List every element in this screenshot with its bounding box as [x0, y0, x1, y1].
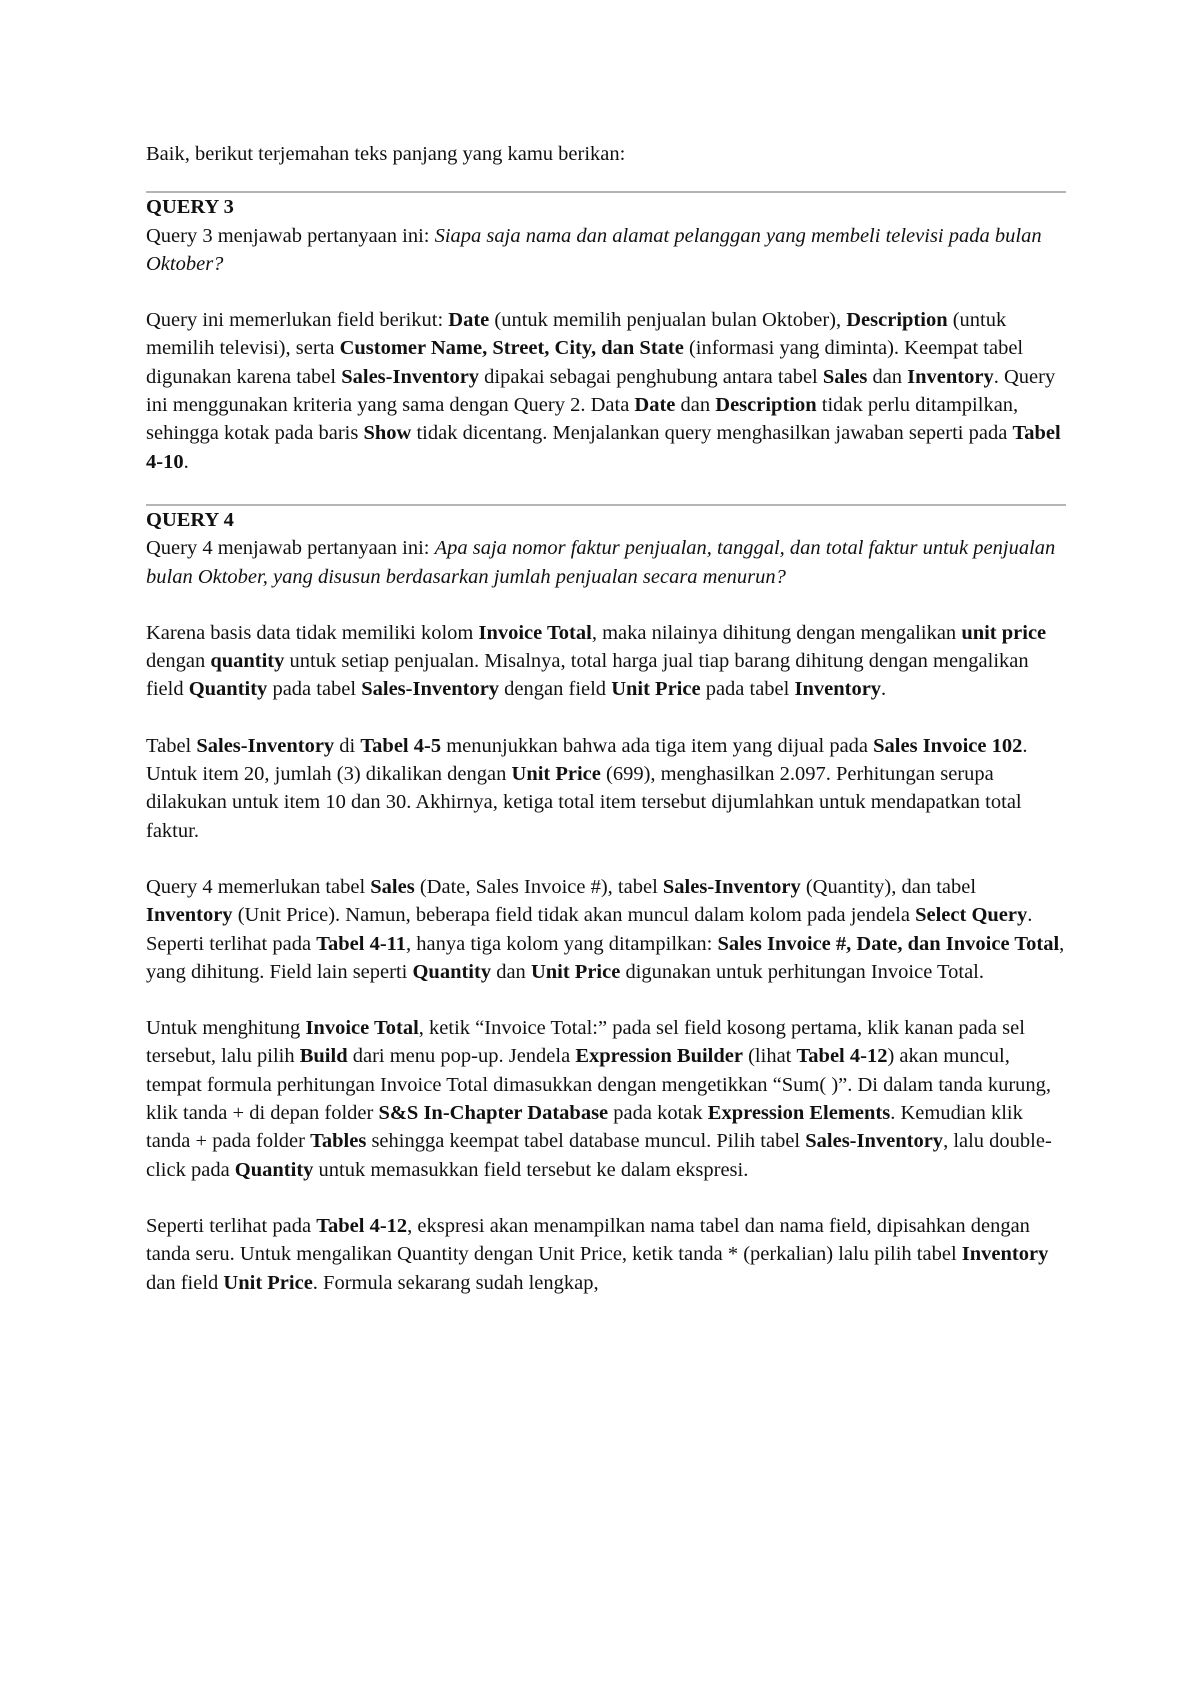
question-text: Apa saja nomor faktur penjualan, tanggal, dan total faktur untuk penjualan bulan Oktober, yang disusun berdasarkan jumlah penjualan secara menurun? — [146, 537, 1056, 588]
text-run: , hanya tiga kolom yang ditampilkan: — [406, 932, 718, 955]
bold-term: Invoice Total — [478, 621, 592, 644]
text-run: (untuk memilih penjualan bulan Oktober), — [489, 309, 847, 332]
text-run: . Query ini menggunakan kriteria yang sama dengan Query 2. Data — [146, 365, 1056, 417]
text-run: . Seperti terlihat pada — [146, 904, 1033, 955]
text-run: sehingga keempat tabel database muncul. Pilih tabel — [366, 1130, 806, 1153]
document-page — [146, 140, 1066, 1325]
query-4-paragraph-2 — [146, 732, 1066, 845]
bold-term: Tabel 4-10 — [146, 422, 1061, 473]
text-run: dan field — [146, 1271, 224, 1294]
bold-term: unit price — [961, 621, 1047, 644]
text-run: , ketik “Invoice Total:” pada sel field kosong pertama, klik kanan pada sel tersebut, lalu pilih — [146, 1017, 1025, 1068]
question-prefix: Query 3 menjawab pertanyaan ini: — [146, 224, 435, 247]
text-run: Query ini memerlukan field berikut: — [146, 309, 449, 332]
text-run: Tabel — [146, 734, 197, 757]
text-run: Query 4 memerlukan tabel — [146, 875, 371, 898]
text-run: (Date, Sales Invoice #), tabel — [414, 875, 663, 898]
text-run: , maka nilainya dihitung dengan mengalikan — [591, 621, 962, 644]
bold-term: Expression Builder — [575, 1045, 743, 1068]
query-4-paragraph-5 — [146, 1212, 1066, 1297]
bold-term: Expression Elements — [707, 1102, 891, 1125]
text-run: . — [183, 450, 189, 473]
text-run: dan — [491, 960, 531, 983]
text-run: (lihat — [742, 1045, 797, 1068]
text-run: dan — [675, 394, 716, 417]
query-4-paragraph-4 — [146, 1014, 1066, 1184]
text-run: tidak perlu ditampilkan, sehingga kotak pada baris — [146, 394, 1019, 445]
bold-term: Sales-Inventory — [662, 875, 801, 898]
bold-term: Quantity — [188, 678, 268, 701]
text-run: Karena basis data tidak memiliki kolom — [146, 621, 479, 644]
bold-term: Unit Price — [611, 678, 701, 701]
bold-term: Inventory — [146, 904, 233, 927]
intro-text: Baik, berikut terjemahan teks panjang yang kamu berikan: — [146, 143, 626, 165]
bold-term: Unit Price — [530, 960, 621, 983]
text-run: , ekspresi akan menampilkan nama tabel dan nama field, dipisahkan dengan tanda seru. Untuk mengalikan Quantity dengan Unit Price, ketik tanda * (perkalian) lalu pilih tabel — [146, 1214, 1030, 1266]
bold-term: quantity — [210, 650, 285, 673]
bold-term: Invoice Total — [305, 1017, 419, 1040]
query-3-question — [146, 222, 1066, 279]
text-run: dengan field — [499, 678, 612, 701]
bold-term: Customer Name, Street, City, dan State — [339, 337, 684, 360]
text-run: dipakai sebagai penghubung antara tabel — [479, 365, 823, 388]
bold-term: Sales Invoice 102 — [873, 734, 1023, 757]
bold-term: Sales-Inventory — [196, 734, 335, 757]
text-run: , lalu double-click pada — [146, 1130, 1052, 1181]
bold-term: Unit Price — [223, 1271, 313, 1294]
text-run: tidak dicentang. Menjalankan query menghasilkan jawaban seperti pada — [411, 422, 1013, 445]
text-run: . Kemudian klik tanda + pada folder — [146, 1102, 1023, 1153]
text-run: Untuk menghitung — [146, 1017, 306, 1040]
bold-term: Inventory — [907, 365, 994, 388]
text-run: dan — [867, 365, 908, 388]
text-run: (Unit Price). Namun, beberapa field tidak akan muncul dalam kolom pada jendela — [232, 904, 916, 927]
text-run: . Formula sekarang sudah lengkap, — [312, 1271, 599, 1294]
bold-term: S&S In-Chapter Database — [378, 1102, 609, 1125]
bold-term: Sales-Inventory — [341, 365, 480, 388]
bold-term: Inventory — [794, 678, 882, 701]
bold-term: Description — [846, 309, 948, 332]
text-run: untuk memasukkan field tersebut ke dalam ekspresi. — [313, 1158, 749, 1181]
bold-term: Quantity — [234, 1158, 314, 1181]
bold-term: Sales — [822, 365, 868, 388]
bold-term: Show — [363, 422, 412, 445]
bold-term: Sales-Inventory — [361, 678, 500, 701]
text-run: dengan — [146, 650, 211, 673]
bold-term: Inventory — [961, 1243, 1049, 1266]
text-run: di — [334, 734, 361, 757]
bold-term: Sales Invoice #, Date, dan Invoice Total — [717, 932, 1060, 955]
bold-term: Description — [715, 394, 817, 417]
text-run: , yang dihitung. Field lain seperti — [146, 932, 1065, 983]
text-run: (untuk memilih televisi), serta — [146, 309, 1007, 360]
text-run: (699), menghasilkan 2.097. Perhitungan serupa dilakukan untuk item 10 dan 30. Akhirnya, ketiga total item tersebut dijumlahkan untuk mendapatkan total faktur. — [146, 763, 1022, 842]
text-run: ) akan muncul, tempat formula perhitungan Invoice Total dimasukkan dengan mengetikkan “Sum( )”. Di dalam tanda kurung, klik tanda + di depan folder — [146, 1045, 1052, 1125]
bold-term: Select Query — [915, 904, 1028, 927]
text-run: (Quantity), dan tabel — [800, 875, 977, 898]
bold-term: Tabel 4-11 — [316, 932, 407, 955]
bold-term: Build — [299, 1045, 348, 1068]
query-4-heading: QUERY 4 — [146, 508, 234, 531]
text-run: pada tabel — [267, 678, 362, 701]
question-prefix: Query 4 menjawab pertanyaan ini: — [146, 537, 435, 560]
text-run: . Untuk item 20, jumlah (3) dikalikan dengan — [146, 734, 1028, 786]
text-run: pada tabel — [700, 678, 795, 701]
question-text: Siapa saja nama dan alamat pelanggan yang membeli televisi pada bulan Oktober? — [146, 224, 1042, 275]
bold-term: Tables — [310, 1130, 367, 1153]
query-3-paragraph-1 — [146, 306, 1066, 476]
text-run: Seperti terlihat pada — [146, 1214, 317, 1237]
query-4-question — [146, 534, 1066, 591]
bold-term: Date — [448, 309, 490, 332]
bold-term: Date — [634, 394, 676, 417]
query-4-paragraph-3 — [146, 873, 1066, 986]
bold-term: Tabel 4-12 — [316, 1214, 408, 1237]
text-run: digunakan untuk perhitungan Invoice Total. — [620, 960, 984, 983]
text-run: untuk setiap penjualan. Misalnya, total harga jual tiap barang dihitung dengan mengalikan field — [146, 650, 1029, 701]
bold-term: Tabel 4-5 — [360, 734, 442, 757]
bold-term: Sales — [370, 875, 415, 898]
query-4-paragraph-1 — [146, 619, 1066, 704]
bold-term: Tabel 4-12 — [796, 1045, 888, 1068]
text-run: dari menu pop-up. Jendela — [347, 1045, 576, 1068]
text-run: . — [881, 678, 887, 701]
bold-term: Sales-Inventory — [805, 1130, 944, 1153]
text-run: pada kotak — [608, 1102, 708, 1125]
bold-term: Unit Price — [511, 763, 601, 786]
text-run: menunjukkan bahwa ada tiga item yang dijual pada — [441, 734, 874, 757]
query-3-heading: QUERY 3 — [146, 196, 234, 219]
bold-term: Quantity — [412, 960, 492, 983]
text-run: (informasi yang diminta). Keempat tabel digunakan karena tabel — [146, 337, 1024, 388]
